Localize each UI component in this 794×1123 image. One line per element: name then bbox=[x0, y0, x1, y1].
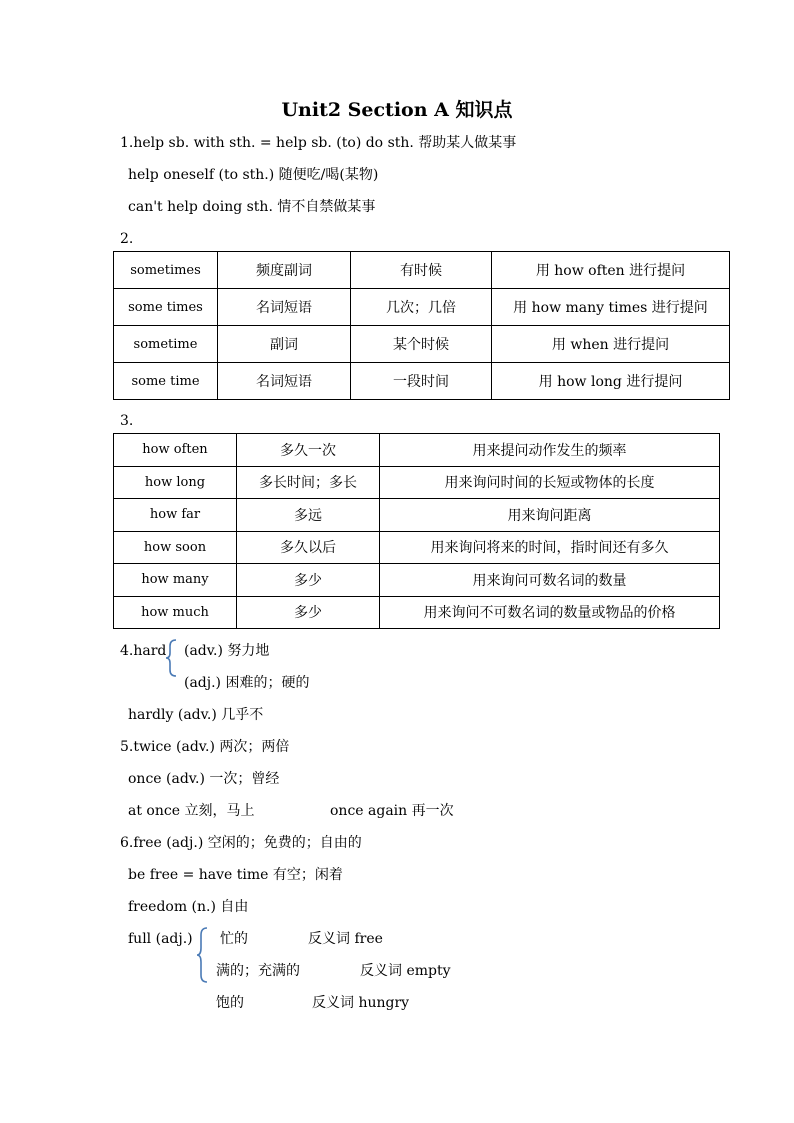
s5-line2: once (adv.) 一次；曾经 bbox=[128, 771, 280, 787]
table-cell: 用 how many times 进行提问 bbox=[492, 289, 730, 326]
table-cell: 用 how often 进行提问 bbox=[492, 252, 730, 289]
table-cell: 名词短语 bbox=[218, 363, 351, 400]
table-cell: how often bbox=[114, 434, 237, 467]
s2-number: 2. bbox=[120, 231, 134, 247]
left-brace-icon bbox=[164, 638, 178, 678]
table-cell: 用来提问动作发生的频率 bbox=[380, 434, 720, 467]
table-row bbox=[114, 326, 730, 363]
s1-line2: help oneself (to sth.) 随便吃/喝(某物) bbox=[128, 167, 379, 183]
table-row bbox=[114, 363, 730, 400]
s4-hardly: hardly (adv.) 几乎不 bbox=[128, 707, 264, 723]
table-cell: 一段时间 bbox=[351, 363, 492, 400]
table-row bbox=[114, 596, 720, 629]
table-cell: 用来询问将来的时间，指时间还有多久 bbox=[380, 531, 720, 564]
table-row bbox=[114, 531, 720, 564]
s3-number: 3. bbox=[120, 413, 134, 429]
table-cell: 有时候 bbox=[351, 252, 492, 289]
table-cell: how much bbox=[114, 596, 237, 629]
s4-adv: (adv.) 努力地 bbox=[184, 643, 270, 659]
table-cell: some times bbox=[114, 289, 218, 326]
how-questions-table bbox=[113, 433, 720, 629]
table-cell: 副词 bbox=[218, 326, 351, 363]
table-cell: 频度副词 bbox=[218, 252, 351, 289]
s1-line1: 1.help sb. with sth. = help sb. (to) do sth. 帮助某人做某事 bbox=[120, 135, 517, 151]
table-cell: how many bbox=[114, 564, 237, 597]
table-cell: 某个时候 bbox=[351, 326, 492, 363]
table-cell: 用来询问时间的长短或物体的长度 bbox=[380, 466, 720, 499]
s4-head: 4.hard bbox=[120, 643, 167, 659]
s6-line1: 6.free (adj.) 空闲的；免费的；自由的 bbox=[120, 835, 362, 851]
s5-line3b: once again 再一次 bbox=[330, 803, 454, 819]
s6-antonym2: 反义词 empty bbox=[360, 963, 451, 979]
s6-meaning3: 饱的 bbox=[216, 995, 244, 1011]
table-cell: 用来询问距离 bbox=[380, 499, 720, 532]
sometimes-table bbox=[113, 251, 730, 400]
table-cell: 几次；几倍 bbox=[351, 289, 492, 326]
table-row bbox=[114, 466, 720, 499]
s6-line2: be free = have time 有空；闲着 bbox=[128, 867, 343, 883]
table-cell: 多远 bbox=[237, 499, 380, 532]
table-row bbox=[114, 289, 730, 326]
s5-line1: 5.twice (adv.) 两次；两倍 bbox=[120, 739, 290, 755]
table-cell: sometimes bbox=[114, 252, 218, 289]
table-cell: 名词短语 bbox=[218, 289, 351, 326]
table-cell: 多久一次 bbox=[237, 434, 380, 467]
s6-full: full (adj.) bbox=[128, 931, 193, 947]
table-cell: 用来询问可数名词的数量 bbox=[380, 564, 720, 597]
table-cell: sometime bbox=[114, 326, 218, 363]
table-cell: some time bbox=[114, 363, 218, 400]
left-brace-icon bbox=[195, 926, 209, 984]
table-cell: 用来询问不可数名词的数量或物品的价格 bbox=[380, 596, 720, 629]
s5-line3a: at once 立刻，马上 bbox=[128, 803, 255, 819]
table-row bbox=[114, 564, 720, 597]
table-row bbox=[114, 252, 730, 289]
table-cell: how long bbox=[114, 466, 237, 499]
table-cell: 用 when 进行提问 bbox=[492, 326, 730, 363]
table-cell: how far bbox=[114, 499, 237, 532]
table-row bbox=[114, 434, 720, 467]
s6-antonym3: 反义词 hungry bbox=[312, 995, 410, 1011]
table-cell: 多少 bbox=[237, 596, 380, 629]
s6-antonym1: 反义词 free bbox=[308, 931, 383, 947]
table-cell: 用 how long 进行提问 bbox=[492, 363, 730, 400]
s6-meaning1: 忙的 bbox=[220, 931, 248, 947]
s6-meaning2: 满的；充满的 bbox=[216, 963, 300, 979]
s4-adj: (adj.) 困难的；硬的 bbox=[184, 675, 310, 691]
table-row bbox=[114, 499, 720, 532]
s1-line3: can't help doing sth. 情不自禁做某事 bbox=[128, 199, 376, 215]
table-cell: 多长时间；多长 bbox=[237, 466, 380, 499]
table-cell: 多少 bbox=[237, 564, 380, 597]
table-cell: how soon bbox=[114, 531, 237, 564]
s6-line3: freedom (n.) 自由 bbox=[128, 899, 249, 915]
table-cell: 多久以后 bbox=[237, 531, 380, 564]
page-title: Unit2 Section A 知识点 bbox=[281, 99, 513, 121]
